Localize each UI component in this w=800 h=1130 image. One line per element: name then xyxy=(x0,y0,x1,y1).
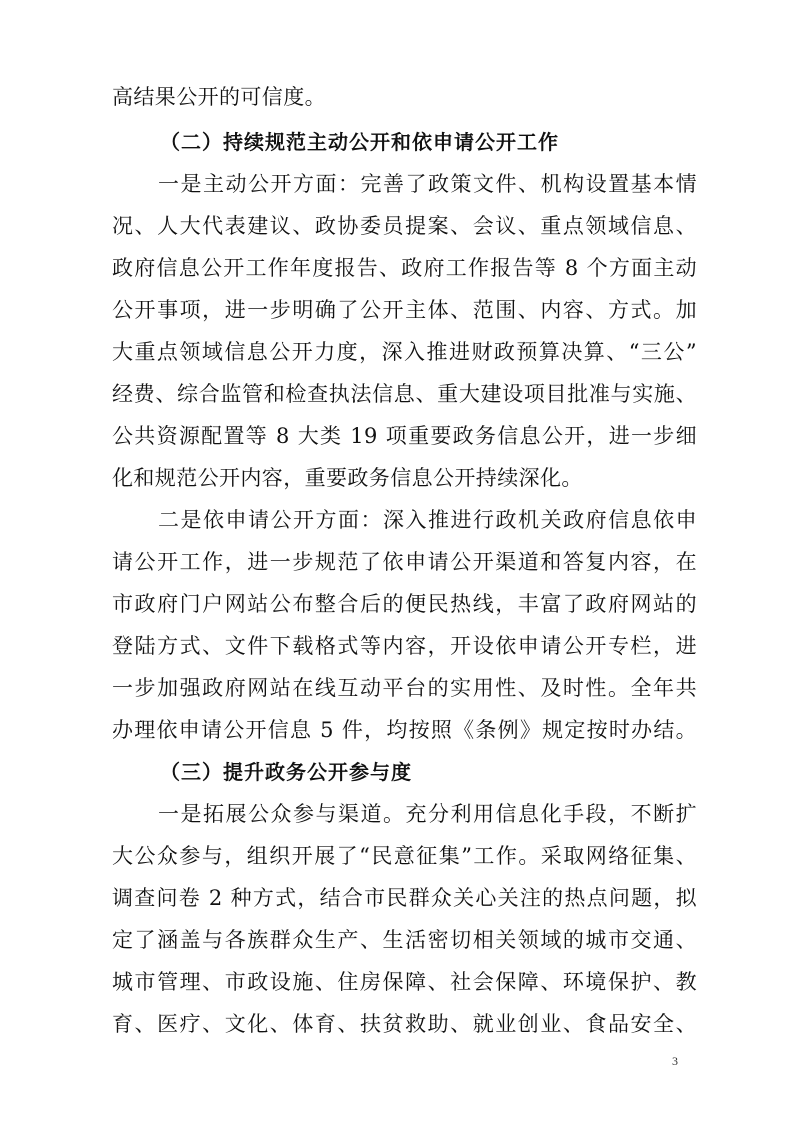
paragraph-line: 高结果公开的可信度。 xyxy=(112,85,326,109)
paragraph-line: 育、医疗、文化、体育、扶贫救助、就业创业、食品安全、 xyxy=(112,1012,697,1036)
paragraph-line: 大公众参与，组织开展了“民意征集”工作。采取网络征集、 xyxy=(112,844,697,868)
section-heading: （二）持续规范主动公开和依申请公开工作 xyxy=(160,130,559,154)
paragraph-line: 一是拓展公众参与渠道。充分利用信息化手段，不断扩 xyxy=(158,802,697,826)
paragraph-line: 一步加强政府网站在线互动平台的实用性、及时性。全年共 xyxy=(112,676,697,700)
paragraph-line: 大重点领域信息公开力度，深入推进财政预算决算、“三公” xyxy=(112,340,697,364)
paragraph-line: 一是主动公开方面：完善了政策文件、机构设置基本情 xyxy=(158,172,697,196)
paragraph-line: 请公开工作，进一步规范了依申请公开渠道和答复内容，在 xyxy=(112,550,697,574)
paragraph-line: 定了涵盖与各族群众生产、生活密切相关领域的城市交通、 xyxy=(112,928,697,952)
paragraph-line: 公开事项，进一步明确了公开主体、范围、内容、方式。加 xyxy=(112,298,697,322)
paragraph-line: 办理依申请公开信息 5 件，均按照《条例》规定按时办结。 xyxy=(112,718,697,742)
paragraph-line: 经费、综合监管和检查执法信息、重大建设项目批准与实施、 xyxy=(112,382,697,406)
paragraph-line: 化和规范公开内容，重要政务信息公开持续深化。 xyxy=(112,466,583,490)
paragraph-line: 市政府门户网站公布整合后的便民热线，丰富了政府网站的 xyxy=(112,592,697,616)
paragraph-line: 登陆方式、文件下载格式等内容，开设依申请公开专栏，进 xyxy=(112,634,697,658)
paragraph-line: 调查问卷 2 种方式，结合市民群众关心关注的热点问题，拟 xyxy=(112,886,697,910)
paragraph-line: 二是依申请公开方面：深入推进行政机关政府信息依申 xyxy=(158,508,697,532)
paragraph-line: 政府信息公开工作年度报告、政府工作报告等 8 个方面主动 xyxy=(112,256,697,280)
paragraph-line: 公共资源配置等 8 大类 19 项重要政务信息公开，进一步细 xyxy=(112,424,697,448)
page-number: 3 xyxy=(672,1054,678,1068)
paragraph-line: 城市管理、市政设施、住房保障、社会保障、环境保护、教 xyxy=(112,970,697,994)
paragraph-line: 况、人大代表建议、政协委员提案、会议、重点领域信息、 xyxy=(112,214,697,238)
section-heading: （三）提升政务公开参与度 xyxy=(160,760,412,784)
